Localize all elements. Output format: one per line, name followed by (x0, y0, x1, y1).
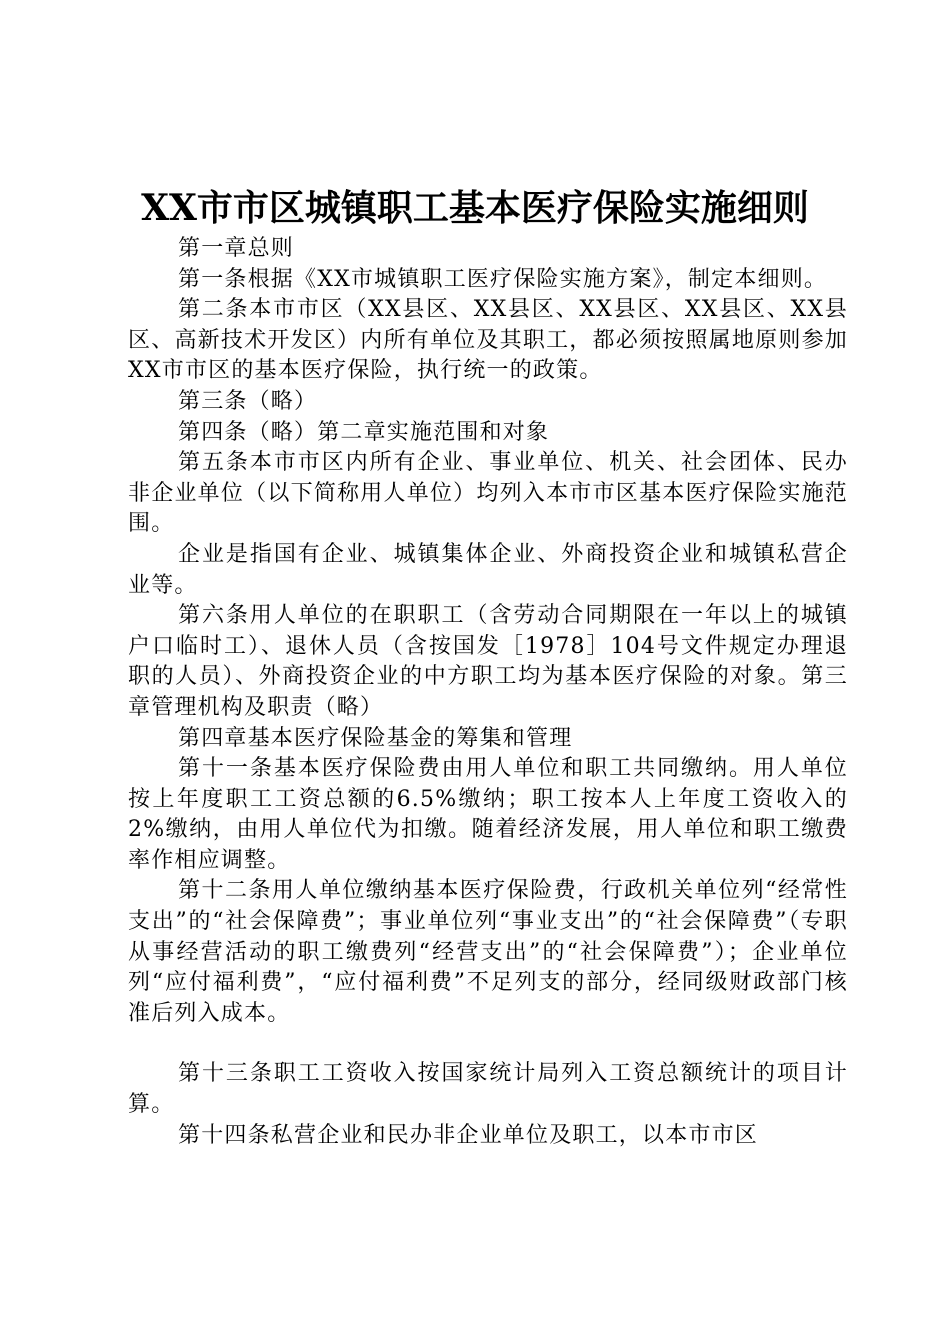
article-3-paragraph: 第三条（略） (178, 388, 318, 414)
chapter-4-heading: 第四章基本医疗保险基金的筹集和管理 (178, 725, 573, 751)
enterprise-definition-paragraph: 企业是指国有企业、城镇集体企业、外商投资企业和城镇私营企业等。 (128, 541, 848, 598)
article-6-paragraph: 第六条用人单位的在职职工（含劳动合同期限在一年以上的城镇户口临时工）、退休人员（含按国发［1978］104号文件规定办理退职的人员）、外商投资企业的中方职工均为基本医疗保险的对象。第三章管理机构及职责（略） (128, 603, 848, 720)
document-title: XX市市区城镇职工基本医疗保险实施细则 (141, 187, 809, 229)
article-11-paragraph: 第十一条基本医疗保险费由用人单位和职工共同缴纳。用人单位按上年度职工工资总额的6.5%缴纳；职工按本人上年度工资收入的2%缴纳，由用人单位代为扣缴。随着经济发展，用人单位和职工缴费率作相应调整。 (128, 756, 848, 873)
article-5-paragraph: 第五条本市市区内所有企业、事业单位、机关、社会团体、民办非企业单位（以下简称用人单位）均列入本市市区基本医疗保险实施范围。 (128, 450, 848, 537)
article-2-paragraph: 第二条本市市区（XX县区、XX县区、XX县区、XX县区、XX县区、高新技术开发区）内所有单位及其职工，都必须按照属地原则参加XX市市区的基本医疗保险，执行统一的政策。 (128, 297, 848, 384)
chapter-heading-general: 第一章总则 (178, 236, 295, 261)
article-14-paragraph: 第十四条私营企业和民办非企业单位及职工，以本市市区 (178, 1122, 759, 1148)
document-body (128, 234, 848, 1151)
article-13-paragraph: 第十三条职工工资收入按国家统计局列入工资总额统计的项目计算。 (128, 1061, 848, 1118)
article-4-paragraph: 第四条（略）第二章实施范围和对象 (178, 419, 550, 445)
article-1-paragraph: 第一条根据《XX市城镇职工医疗保险实施方案》，制定本细则。 (178, 266, 828, 292)
article-12-paragraph: 第十二条用人单位缴纳基本医疗保险费，行政机关单位列“经常性支出”的“社会保障费”；事业单位列“事业支出”的“社会保障费”（专职从事经营活动的职工缴费列“经营支出”的“社会保障费”）；企业单位列“应付福利费”，“应付福利费”不足列支的部分，经同级财政部门核准后列入成本。 (128, 878, 848, 1026)
